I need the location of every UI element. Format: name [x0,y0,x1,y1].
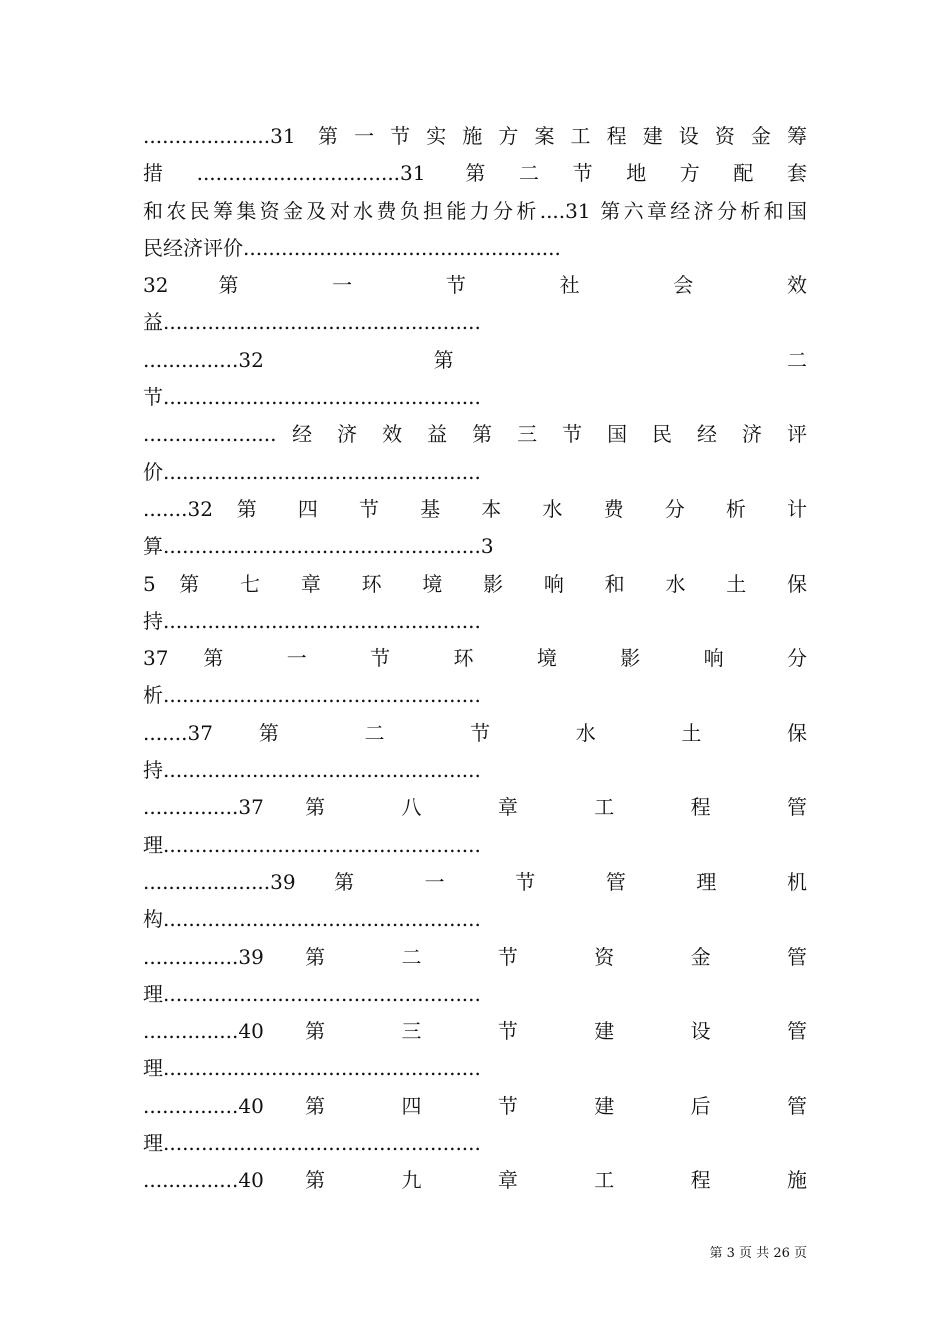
toc-line-5: 32 第 一 节 社 会 效 [143,273,807,298]
toc-line-21: ....................39 第 一 节 管 理 机 [143,869,807,894]
toc-line-8: 节.................................................. [143,385,481,410]
toc-line-22: 构.................................................. [143,907,481,932]
toc-line-4: 民经济评价.................................................. [143,235,561,260]
toc-line-18: 持.................................................. [143,758,481,783]
toc-line-13: 5 第 七 章 环 境 影 响 和 水 土 保 [143,571,807,596]
toc-line-17: .......37 第 二 节 水 土 保 [143,720,807,745]
toc-line-12: 算..................................................3 [143,534,494,559]
toc-line-28: 理.................................................. [143,1131,481,1156]
toc-line-1: ....................31 第一节实施方案工程建设资金筹 [143,124,807,148]
toc-line-23: ...............39 第 二 节 资 金 管 [143,944,807,969]
toc-line-15: 37 第 一 节 环 境 影 响 分 [143,646,807,671]
toc-line-2: 措................................31 第二节地方配套 [143,161,807,186]
toc-line-20: 理.................................................. [143,832,481,857]
toc-line-25: ...............40 第 三 节 建 设 管 [143,1019,807,1044]
toc-line-3: 和农民筹集资金及对水费负担能力分析....31 第六章经济分析和国 [143,198,807,223]
toc-line-24: 理.................................................. [143,981,481,1006]
toc-line-11: .......32 第 四 节 基 本 水 费 分 析 计 [143,496,807,521]
toc-line-27: ...............40 第 四 节 建 后 管 [143,1093,807,1118]
toc-line-6: 益.................................................. [143,310,481,335]
toc-line-9: ..................... 经 济 效 益 第 三 节 国 民 经 济 评 [143,422,807,447]
toc-line-29: ...............40 第 九 章 工 程 施 [143,1168,807,1193]
toc-line-16: 析.................................................. [143,683,481,708]
toc-line-19: ...............37 第 八 章 工 程 管 [143,795,807,820]
toc-body [143,118,807,1200]
toc-line-7: ...............32 第 二 [143,347,807,372]
toc-line-14: 持.................................................. [143,608,481,633]
toc-line-10: 价.................................................. [143,459,481,484]
toc-line-26: 理.................................................. [143,1056,481,1081]
page-number-footer: 第 3 页 共 26 页 [709,1246,807,1261]
